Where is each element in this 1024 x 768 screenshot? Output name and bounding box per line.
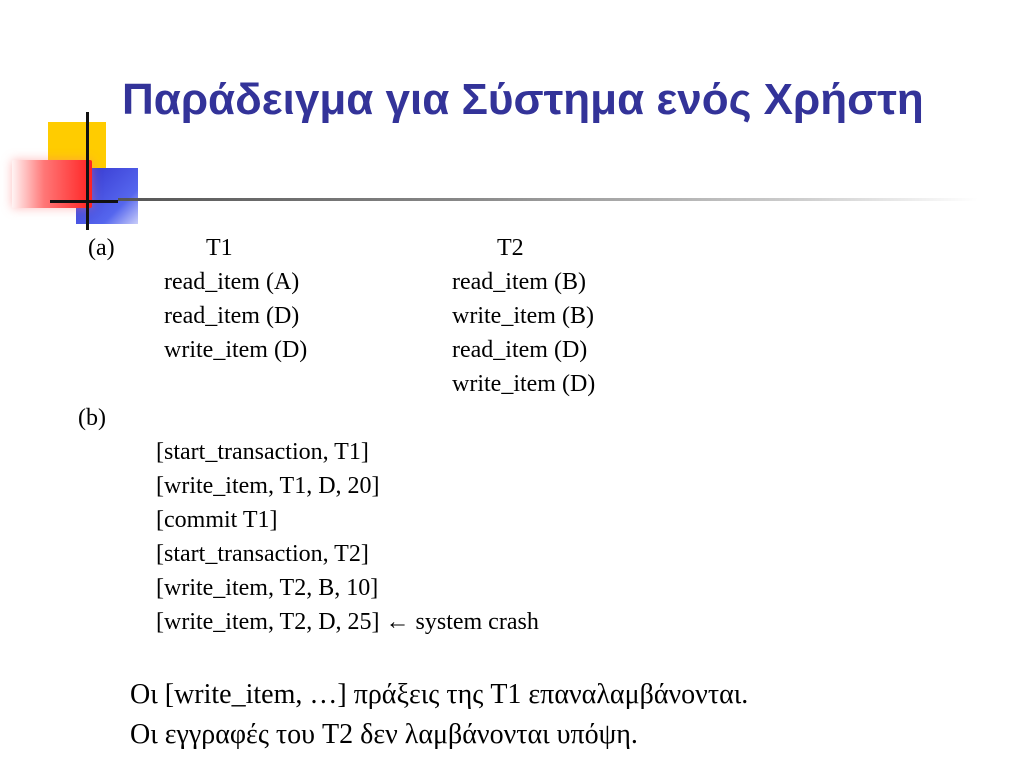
t1-op: write_item (D) [164,337,308,363]
title-underline [118,198,978,201]
t2-op: read_item (B) [452,269,586,295]
t1-header: T1 [206,235,233,261]
part-a-label: (a) [88,235,115,261]
horizontal-line-decoration [50,200,118,203]
log-entry-crash: [write_item, T2, D, 25] ← system crash [156,609,539,635]
t2-op: write_item (B) [452,303,594,329]
log-entry: [commit T1] [156,507,278,533]
t1-op: read_item (A) [164,269,300,295]
slide-title: Παράδειγμα για Σύστημα ενός Χρήστη [122,75,924,124]
note-line: Οι [write_item, …] πράξεις της T1 επαναλαμβάνονται. [130,679,749,710]
part-b-label: (b) [78,405,106,431]
log-entry: [write_item, T2, B, 10] [156,575,379,601]
log-entry: [start_transaction, T2] [156,541,369,567]
t1-op: read_item (D) [164,303,300,329]
t2-header: T2 [497,235,524,261]
log-entry: [write_item, T1, D, 20] [156,473,380,499]
vertical-line-decoration [86,112,89,230]
log-entry: [start_transaction, T1] [156,439,369,465]
t2-op: read_item (D) [452,337,588,363]
t2-op: write_item (D) [452,371,596,397]
note-line: Οι εγγραφές του T2 δεν λαμβάνονται υπόψη. [130,719,638,750]
